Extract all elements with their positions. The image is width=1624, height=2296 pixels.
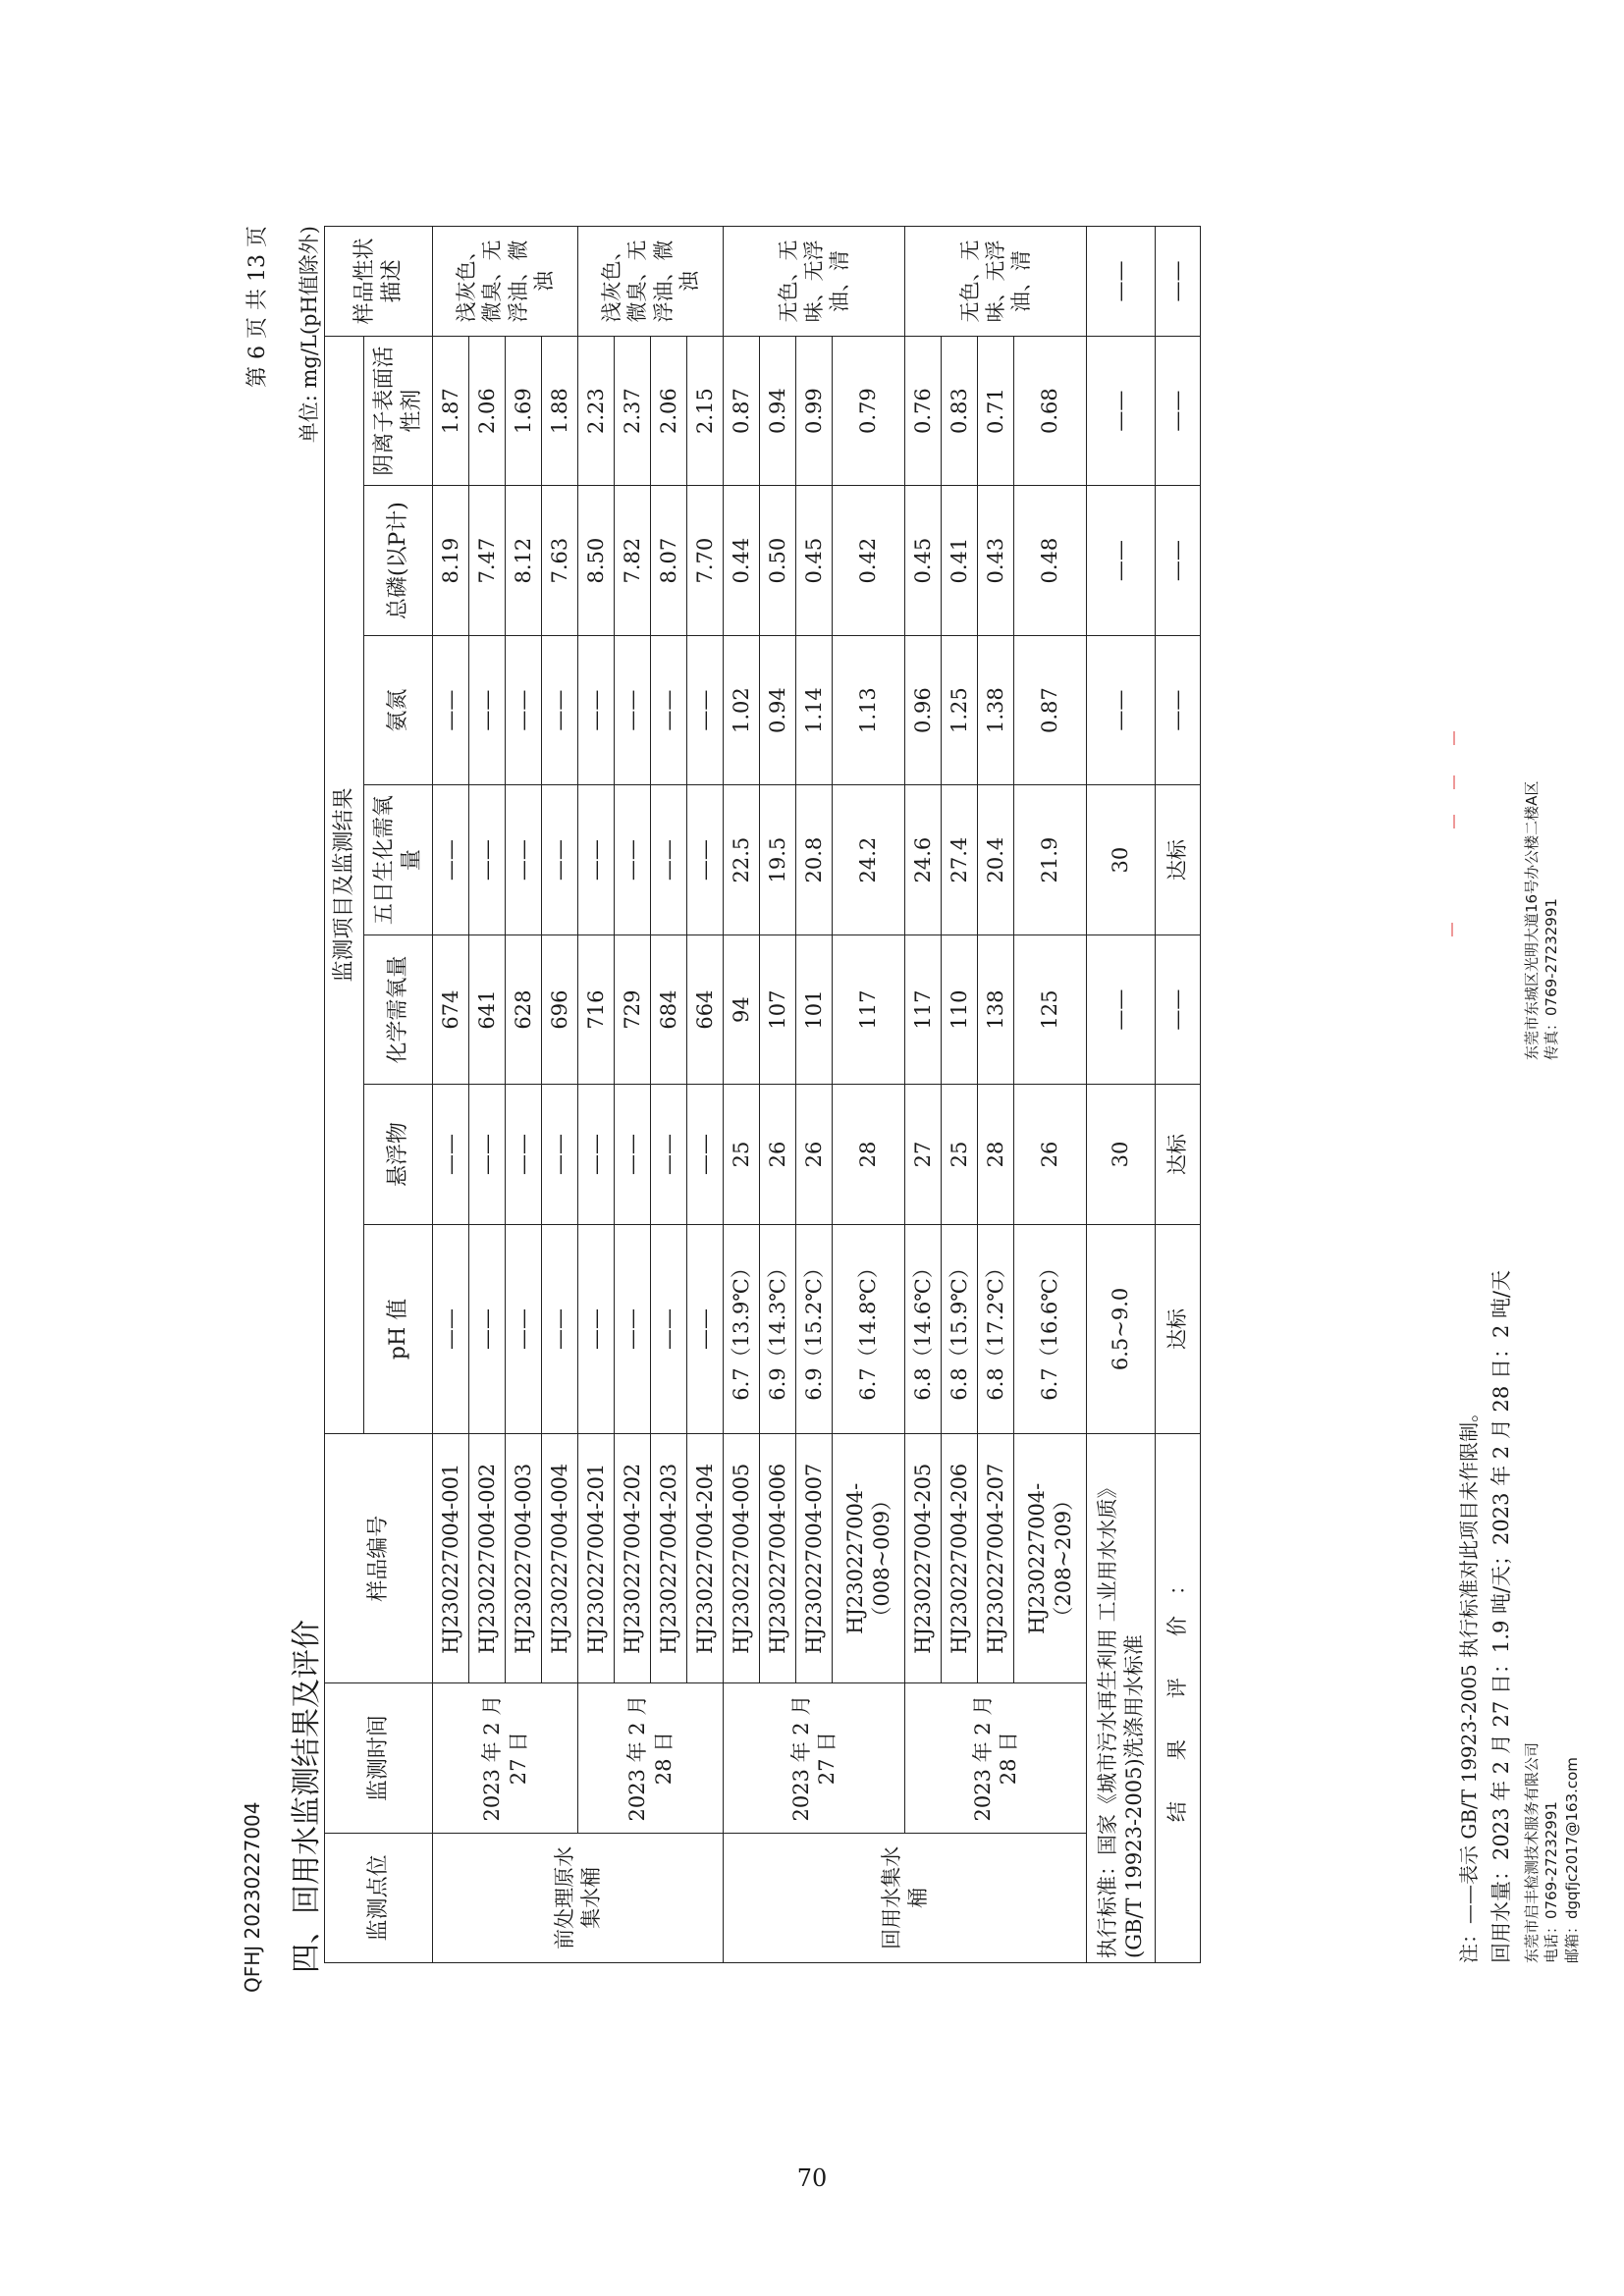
cod-cell: 664 xyxy=(687,934,724,1085)
ss-cell: —— xyxy=(651,1085,687,1224)
sample-id-cell: HJ230227004-201 xyxy=(578,1434,615,1683)
bod-cell: —— xyxy=(433,785,469,935)
page-info: 第 6 页 共 13 页 xyxy=(245,226,270,388)
sample-id-cell: HJ230227004-（008~009） xyxy=(833,1434,905,1683)
las-cell: 1.88 xyxy=(542,336,578,486)
nh3-cell: 1.25 xyxy=(942,635,978,785)
evaluation-bod: 达标 xyxy=(1156,785,1201,935)
tp-cell: 8.07 xyxy=(651,486,687,636)
header-bod: 五日生化需氧量 xyxy=(364,785,433,935)
table-row xyxy=(905,227,942,1963)
cod-cell: 628 xyxy=(506,934,542,1085)
footer-fax: 传真：0769-27232991 xyxy=(1543,898,1561,1060)
standard-cod: —— xyxy=(1087,934,1156,1085)
standard-las: —— xyxy=(1087,336,1156,486)
bod-cell: 20.4 xyxy=(978,785,1014,935)
tp-cell: 8.50 xyxy=(578,486,615,636)
tp-cell: 7.70 xyxy=(687,486,724,636)
tp-cell: 8.19 xyxy=(433,486,469,636)
cod-cell: 674 xyxy=(433,934,469,1085)
results-table xyxy=(324,226,1201,1963)
point-cell: 前处理原水集水桶 xyxy=(433,1833,724,1962)
cod-cell: 684 xyxy=(651,934,687,1085)
bod-cell: 24.2 xyxy=(833,785,905,935)
header-ph: pH 值 xyxy=(364,1224,433,1434)
nh3-cell: —— xyxy=(469,635,506,785)
cod-cell: 125 xyxy=(1014,934,1087,1085)
evaluation-tp: —— xyxy=(1156,486,1201,636)
cod-cell: 138 xyxy=(978,934,1014,1085)
header-cod: 化学需氧量 xyxy=(364,934,433,1085)
las-cell: 0.87 xyxy=(724,336,760,486)
ss-cell: —— xyxy=(506,1085,542,1224)
cod-cell: 107 xyxy=(760,934,796,1085)
ss-cell: —— xyxy=(687,1085,724,1224)
time-cell: 2023 年 2 月 28 日 xyxy=(578,1683,724,1834)
nh3-cell: 1.38 xyxy=(978,635,1014,785)
sample-id-cell: HJ230227004-006 xyxy=(760,1434,796,1683)
las-cell: 0.79 xyxy=(833,336,905,486)
ph-cell: —— xyxy=(651,1224,687,1434)
nh3-cell: —— xyxy=(615,635,651,785)
table-note: 注：——表示 GB/T 19923-2005 执行标准对此项目未作限制。 xyxy=(1457,1402,1481,1963)
ss-cell: —— xyxy=(469,1085,506,1224)
sample-id-cell: HJ230227004-001 xyxy=(433,1434,469,1683)
ph-cell: 6.9（14.3℃） xyxy=(760,1224,796,1434)
ss-cell: —— xyxy=(615,1085,651,1224)
tp-cell: 0.48 xyxy=(1014,486,1087,636)
evaluation-desc: —— xyxy=(1156,227,1201,337)
tp-cell: 0.44 xyxy=(724,486,760,636)
ss-cell: 25 xyxy=(942,1085,978,1224)
cod-cell: 117 xyxy=(905,934,942,1085)
water-volume: 回用水量：2023 年 2 月 27 日：1.9 吨/天；2023 年 2 月 28 日：2 吨/天 xyxy=(1489,1269,1513,1963)
tp-cell: 7.47 xyxy=(469,486,506,636)
bod-cell: 24.6 xyxy=(905,785,942,935)
nh3-cell: —— xyxy=(687,635,724,785)
sample-id-cell: HJ230227004-（208~209） xyxy=(1014,1434,1087,1683)
ph-cell: —— xyxy=(433,1224,469,1434)
bod-cell: 22.5 xyxy=(724,785,760,935)
ss-cell: —— xyxy=(578,1085,615,1224)
header-point: 监测点位 xyxy=(325,1833,433,1962)
bod-cell: 19.5 xyxy=(760,785,796,935)
las-cell: 0.99 xyxy=(796,336,833,486)
las-cell: 0.68 xyxy=(1014,336,1087,486)
cod-cell: 94 xyxy=(724,934,760,1085)
stamp-mark xyxy=(1451,923,1453,936)
cod-cell: 641 xyxy=(469,934,506,1085)
footer-email: 邮箱：dgqfjc2017@163.com xyxy=(1562,1757,1581,1963)
las-cell: 2.15 xyxy=(687,336,724,486)
time-cell: 2023 年 2 月 28 日 xyxy=(905,1683,1087,1834)
bod-cell: —— xyxy=(469,785,506,935)
evaluation-ph: 达标 xyxy=(1156,1224,1201,1434)
sample-id-cell: HJ230227004-204 xyxy=(687,1434,724,1683)
las-cell: 0.71 xyxy=(978,336,1014,486)
bod-cell: —— xyxy=(542,785,578,935)
ss-cell: 26 xyxy=(796,1085,833,1224)
stamp-mark xyxy=(1453,815,1455,828)
header-desc: 样品性状描述 xyxy=(325,227,433,337)
header-ss: 悬浮物 xyxy=(364,1085,433,1224)
sample-id-cell: HJ230227004-203 xyxy=(651,1434,687,1683)
ph-cell: 6.7（13.9℃） xyxy=(724,1224,760,1434)
header-time: 监测时间 xyxy=(325,1683,433,1834)
cod-cell: 101 xyxy=(796,934,833,1085)
header-las: 阴离子表面活性剂 xyxy=(364,336,433,486)
tp-cell: 7.63 xyxy=(542,486,578,636)
standard-desc: —— xyxy=(1087,227,1156,337)
cod-cell: 729 xyxy=(615,934,651,1085)
cod-cell: 716 xyxy=(578,934,615,1085)
ss-cell: —— xyxy=(433,1085,469,1224)
header-sample: 样品编号 xyxy=(325,1434,433,1683)
ss-cell: 27 xyxy=(905,1085,942,1224)
header-tp: 总磷(以P计) xyxy=(364,486,433,636)
tp-cell: 0.50 xyxy=(760,486,796,636)
results-body xyxy=(433,227,1087,1963)
ph-cell: —— xyxy=(542,1224,578,1434)
cod-cell: 696 xyxy=(542,934,578,1085)
evaluation-row xyxy=(1156,227,1201,1963)
section-title: 四、回用水监测结果及评价 xyxy=(290,1620,324,1973)
stamp-mark xyxy=(1453,731,1455,745)
tp-cell: 0.43 xyxy=(978,486,1014,636)
nh3-cell: 0.96 xyxy=(905,635,942,785)
evaluation-las: —— xyxy=(1156,336,1201,486)
table-row xyxy=(724,227,760,1963)
bod-cell: —— xyxy=(651,785,687,935)
tp-cell: 0.45 xyxy=(796,486,833,636)
cod-cell: 117 xyxy=(833,934,905,1085)
footer-address: 东莞市东城区光明大道16号办公楼二楼A区 xyxy=(1523,780,1541,1060)
tp-cell: 0.41 xyxy=(942,486,978,636)
table-row xyxy=(578,227,615,1963)
ph-cell: 6.9（15.2℃） xyxy=(796,1224,833,1434)
description-cell: 无色、无味、无浮油、清 xyxy=(724,227,905,337)
ss-cell: 26 xyxy=(760,1085,796,1224)
standard-nh3: —— xyxy=(1087,635,1156,785)
ph-cell: 6.7（16.6℃） xyxy=(1014,1224,1087,1434)
bod-cell: —— xyxy=(578,785,615,935)
nh3-cell: 1.02 xyxy=(724,635,760,785)
stamp-mark xyxy=(1453,775,1455,789)
header-nh3: 氨氮 xyxy=(364,635,433,785)
bod-cell: 20.8 xyxy=(796,785,833,935)
bod-cell: 21.9 xyxy=(1014,785,1087,935)
unit-note: 单位: mg/L(pH值除外) xyxy=(298,226,321,444)
ss-cell: 25 xyxy=(724,1085,760,1224)
sample-id-cell: HJ230227004-207 xyxy=(978,1434,1014,1683)
las-cell: 1.87 xyxy=(433,336,469,486)
nh3-cell: —— xyxy=(506,635,542,785)
nh3-cell: —— xyxy=(542,635,578,785)
standard-label: 执行标准：国家《城市污水再生利用 工业用水水质》(GB/T 19923-2005)洗涤用水标准 xyxy=(1087,1434,1156,1963)
sample-id-cell: HJ230227004-007 xyxy=(796,1434,833,1683)
ph-cell: —— xyxy=(615,1224,651,1434)
tp-cell: 8.12 xyxy=(506,486,542,636)
ph-cell: 6.8（14.6℃） xyxy=(905,1224,942,1434)
nh3-cell: 0.87 xyxy=(1014,635,1087,785)
nh3-cell: —— xyxy=(433,635,469,785)
bod-cell: —— xyxy=(615,785,651,935)
sample-id-cell: HJ230227004-005 xyxy=(724,1434,760,1683)
sample-id-cell: HJ230227004-002 xyxy=(469,1434,506,1683)
evaluation-nh3: —— xyxy=(1156,635,1201,785)
sample-id-cell: HJ230227004-003 xyxy=(506,1434,542,1683)
las-cell: 0.83 xyxy=(942,336,978,486)
las-cell: 2.06 xyxy=(651,336,687,486)
footer-right xyxy=(1522,781,1562,1060)
ph-cell: —— xyxy=(578,1224,615,1434)
las-cell: 2.37 xyxy=(615,336,651,486)
point-cell: 回用水集水桶 xyxy=(724,1833,1087,1962)
rotated-report-page xyxy=(221,226,1581,1993)
las-cell: 0.76 xyxy=(905,336,942,486)
page-number: 70 xyxy=(796,2164,828,2192)
time-cell: 2023 年 2 月 27 日 xyxy=(724,1683,905,1834)
ss-cell: 28 xyxy=(978,1085,1014,1224)
description-cell: 无色、无味、无浮油、清 xyxy=(905,227,1087,337)
standard-ss: 30 xyxy=(1087,1085,1156,1224)
ss-cell: 26 xyxy=(1014,1085,1087,1224)
tp-cell: 7.82 xyxy=(615,486,651,636)
ph-cell: —— xyxy=(687,1224,724,1434)
ss-cell: 28 xyxy=(833,1085,905,1224)
sample-id-cell: HJ230227004-206 xyxy=(942,1434,978,1683)
las-cell: 2.06 xyxy=(469,336,506,486)
evaluation-label: 结 果 评 价 ： xyxy=(1156,1434,1201,1963)
nh3-cell: 1.13 xyxy=(833,635,905,785)
description-cell: 浅灰色、微臭、无浮油、微浊 xyxy=(433,227,578,337)
nh3-cell: —— xyxy=(651,635,687,785)
standard-bod: 30 xyxy=(1087,785,1156,935)
ph-cell: 6.8（15.9℃） xyxy=(942,1224,978,1434)
standard-ph: 6.5~9.0 xyxy=(1087,1224,1156,1434)
cod-cell: 110 xyxy=(942,934,978,1085)
nh3-cell: 1.14 xyxy=(796,635,833,785)
standard-row xyxy=(1087,227,1156,1963)
las-cell: 1.69 xyxy=(506,336,542,486)
tp-cell: 0.45 xyxy=(905,486,942,636)
tp-cell: 0.42 xyxy=(833,486,905,636)
nh3-cell: —— xyxy=(578,635,615,785)
footer-left xyxy=(1522,1742,1582,1963)
description-cell: 浅灰色、微臭、无浮油、微浊 xyxy=(578,227,724,337)
las-cell: 0.94 xyxy=(760,336,796,486)
ph-cell: —— xyxy=(506,1224,542,1434)
footer-phone: 电话：0769-27232991 xyxy=(1543,1801,1561,1963)
sample-id-cell: HJ230227004-205 xyxy=(905,1434,942,1683)
footer-company: 东莞市启丰检测技术服务有限公司 xyxy=(1523,1741,1541,1963)
doc-code: QFHJ 20230227004 xyxy=(241,1801,264,1993)
bod-cell: —— xyxy=(506,785,542,935)
nh3-cell: 0.94 xyxy=(760,635,796,785)
ph-cell: —— xyxy=(469,1224,506,1434)
ss-cell: —— xyxy=(542,1085,578,1224)
sample-id-cell: HJ230227004-004 xyxy=(542,1434,578,1683)
bod-cell: —— xyxy=(687,785,724,935)
evaluation-ss: 达标 xyxy=(1156,1085,1201,1224)
table-row xyxy=(433,227,469,1963)
ph-cell: 6.7（14.8℃） xyxy=(833,1224,905,1434)
standard-tp: —— xyxy=(1087,486,1156,636)
las-cell: 2.23 xyxy=(578,336,615,486)
sample-id-cell: HJ230227004-202 xyxy=(615,1434,651,1683)
header-group: 监测项目及监测结果 xyxy=(325,336,364,1433)
time-cell: 2023 年 2 月 27 日 xyxy=(433,1683,578,1834)
bod-cell: 27.4 xyxy=(942,785,978,935)
ph-cell: 6.8（17.2℃） xyxy=(978,1224,1014,1434)
evaluation-cod: —— xyxy=(1156,934,1201,1085)
